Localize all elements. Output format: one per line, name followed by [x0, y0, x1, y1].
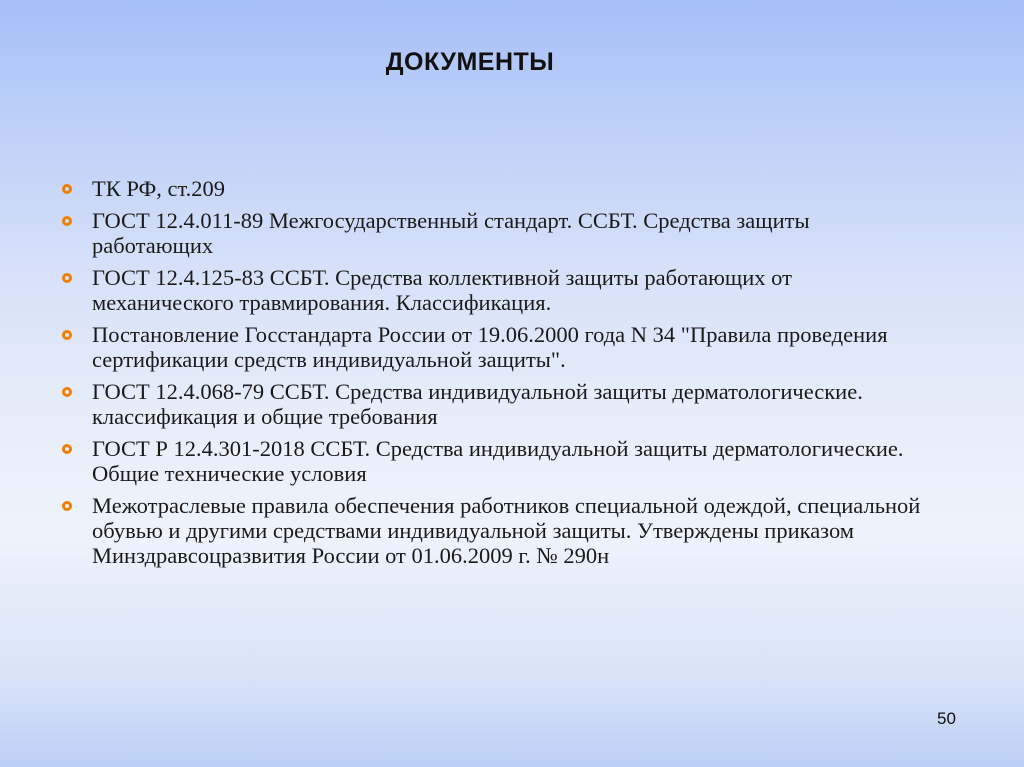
list-item-text: ГОСТ 12.4.125-83 ССБТ. Средства коллективной защиты работающих от механического травмирования. Классификация.: [92, 265, 792, 315]
list-item: [62, 436, 922, 486]
page-number: 50: [937, 709, 956, 728]
documents-list: [62, 176, 922, 575]
list-item: [62, 265, 922, 315]
ring-bullet-icon: [62, 444, 72, 454]
list-item-text: ТК РФ, ст.209: [92, 176, 226, 201]
ring-bullet-icon: [62, 273, 72, 283]
list-item-text: ГОСТ Р 12.4.301-2018 ССБТ. Средства индивидуальной защиты дерматологические. Общие технические условия: [92, 436, 904, 486]
ring-bullet-icon: [62, 330, 72, 340]
slide-title: ДОКУМЕНТЫ: [385, 48, 555, 76]
list-item-text: ГОСТ 12.4.011-89 Межгосударственный стандарт. ССБТ. Средства защиты работающих: [92, 208, 810, 258]
list-item: [62, 208, 922, 258]
ring-bullet-icon: [62, 216, 72, 226]
list-item: [62, 322, 922, 372]
list-item: [62, 379, 922, 429]
list-item: [62, 176, 922, 201]
list-item: [62, 493, 922, 568]
ring-bullet-icon: [62, 184, 72, 194]
list-item-text: Постановление Госстандарта России от 19.06.2000 года N 34 "Правила проведения сертификации средств индивидуальной защиты".: [92, 322, 888, 372]
ring-bullet-icon: [62, 387, 72, 397]
list-item-text: Межотраслевые правила обеспечения работников специальной одеждой, специальной обувью и другими средствами индивидуальной защиты. Утверждены приказом Минздравсоцразвития России от 01.06.2009 г. № 290н: [92, 493, 921, 568]
list-item-text: ГОСТ 12.4.068-79 ССБТ. Средства индивидуальной защиты дерматологические. классификация и общие требования: [92, 379, 863, 429]
ring-bullet-icon: [62, 501, 72, 511]
